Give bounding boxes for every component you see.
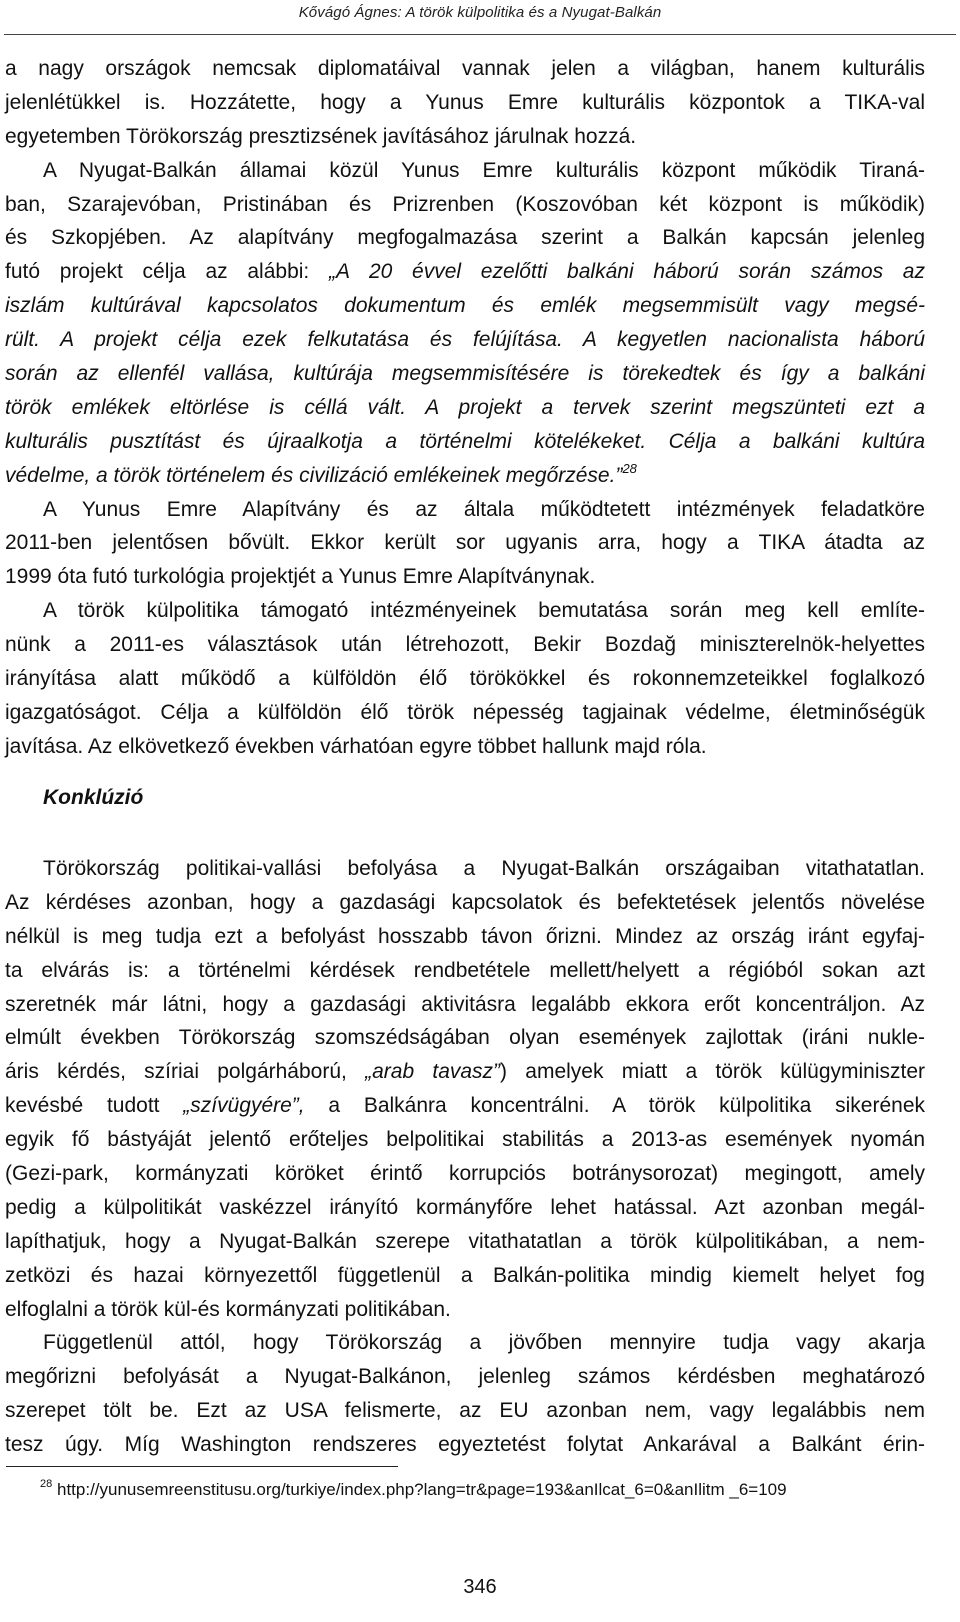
emphasis-text: „arab tavasz” [365,1060,501,1084]
running-header: Kővágó Ágnes: A török külpolitika és a Nyugat-Balkán [298,4,662,21]
text-line: tesz úgy. Míg Washington rendszeres egyeztetést folytat Ankarával a Balkánt érin- [5,1433,925,1457]
text-line: ta elvárás is: a történelmi kérdések rendbetétele mellett/helyett a régióból sokan azt [5,958,925,982]
emphasis-text: „szívügyére”, [183,1094,305,1118]
footnote-ref[interactable]: 28 [622,460,637,476]
text-line: elmúlt években Törökország szomszédságában olyan események zajlottak (iráni nukle- [5,1026,925,1050]
quote-line: során az ellenfél vallása, kultúrája megsemmisítésére is törekedtek és így a balkáni [5,362,925,386]
text-run: futó projekt célja az alábbi: [5,260,329,284]
text-line: igazgatóságot. Célja a külföldön élő török népesség tagjainak védelme, életminőségük [5,700,925,724]
text-line [5,1089,925,1123]
quote-text: „A 20 évvel ezelőtti balkáni háború során számos az [328,260,925,284]
text-line: egyik fő bástyáját jelentő erőteljes belpolitikai stabilitás a 2013-as események nyomán [5,1128,925,1152]
text-line: Függetlenül attól, hogy Törökország a jövőben mennyire tudja vagy akarja [43,1331,925,1355]
body-text-upper [5,52,925,764]
text-line: 1999 óta futó turkológia projektjét a Yunus Emre Alapítványnak. [5,565,596,589]
quote-line: rült. A projekt célja ezek felkutatása és felújítása. A kegyetlen nacionalista háború [5,328,925,352]
text-line: lapíthatjuk, hogy a Nyugat-Balkán szerepe vitathatatlan a török külpolitikában, a nem- [5,1229,925,1253]
quote-line: iszlám kultúrával kapcsolatos dokumentum és emlék megsemmisült vagy megsé- [5,294,925,318]
text-line: nünk a 2011-es választások után létrehozott, Bekir Bozdağ miniszterelnök-helyettes [5,633,925,657]
text-line [5,1055,925,1089]
quote-line: török emlékek eltörlése is céllá vált. A projekt a tervek szerint megszünteti ezt a [5,395,925,419]
footnote-number: 28 [40,1478,53,1490]
page-number: 346 [463,1576,497,1598]
text-line: megőrizni befolyását a Nyugat-Balkánon, jelenleg számos kérdésben meghatározó [5,1365,925,1389]
text-run: kevésbé tudott [5,1094,184,1118]
text-line: javítása. Az elkövetkező években várhatóan egyre többet hallunk majd róla. [5,734,707,758]
text-line: szerepet tölt be. Ezt az USA felismerte, az EU azonban nem, vagy legalábbis nem [5,1399,925,1423]
body-text-lower [5,852,925,1462]
text-line: irányítása alatt működő a külföldön élő törökökkel és rokonnemzeteikkel foglalkozó [5,667,925,691]
text-line: (Gezi-park, kormányzati köröket érintő korrupciós botránysorozat) megingott, amely [5,1162,925,1186]
text-line: Törökország politikai-vallási befolyása a Nyugat-Balkán országaiban vitathatatlan. [43,857,925,880]
header-rule [4,34,956,35]
footnote-link[interactable]: http://yunusemreenstitusu.org/turkiye/index.php?lang=tr&page=193&anIlcat_6=0&anIlitm _6=109 [56,1480,787,1499]
text-line: szeretnék már látni, hogy a gazdasági aktivitásra legalább ekkora erőt koncentráljon. Az [5,992,925,1016]
text-line: A Nyugat-Balkán államai közül Yunus Emre kulturális központ működik Tiraná- [43,158,925,182]
text-line: nélkül is meg tudja ezt a befolyást hosszabb távon őrizni. Mindez az ország iránt egyfaj- [5,924,925,948]
text-line: zetközi és hazai környezettől függetlenül a Balkán-politika mindig kiemelt helyet fog [5,1263,925,1287]
quote-line: kulturális pusztítást és újraalkotja a történelmi kötelékeket. Célja a balkáni kultúra [5,429,925,453]
text-line: Az kérdéses azonban, hogy a gazdasági kapcsolatok és befektetések jelentős növelése [5,890,925,914]
text-run: áris kérdés, szíriai polgárháború, [5,1060,366,1084]
section-heading: Konklúzió [43,786,144,809]
text-line [5,255,925,289]
footnote-separator [6,1466,398,1467]
text-line: és Szkopjében. Az alapítvány megfogalmazása szerint a Balkán kapcsán jelenleg [5,226,925,250]
quote-text: védelme, a török történelem és civilizáció emlékeinek megőrzése.” [5,463,623,487]
text-line: ban, Szarajevóban, Pristinában és Prizrenben (Koszovóban két központ is működik) [5,192,925,216]
text-line: a nagy országok nemcsak diplomatáival vannak jelen a világban, hanem kulturális [5,57,925,80]
text-line: elfoglalni a török kül-és kormányzati politikában. [5,1297,451,1321]
text-line: 2011-ben jelentősen bővült. Ekkor került sor ugyanis arra, hogy a TIKA átadta az [5,531,925,555]
text-line: A török külpolitika támogató intézményeinek bemutatása során meg kell említe- [43,599,925,623]
text-run: a Balkánra koncentrálni. A török külpolitika sikerének [304,1094,925,1118]
footnote [40,1480,787,1500]
text-run: ) amelyek miatt a török külügyminiszter [500,1060,926,1084]
text-line: jelenlétükkel is. Hozzátette, hogy a Yunus Emre kulturális központok a TIKA-val [5,90,925,114]
quote-line [5,459,925,493]
text-line: egyetemben Törökország presztizsének javításához járulnak hozzá. [5,124,637,148]
text-line: pedig a külpolitikát vaskézzel irányító kormányfőre lehet hatással. Azt azonban megál- [5,1195,925,1219]
text-line: A Yunus Emre Alapítvány és az általa működtetett intézmények feladatköre [43,497,925,521]
